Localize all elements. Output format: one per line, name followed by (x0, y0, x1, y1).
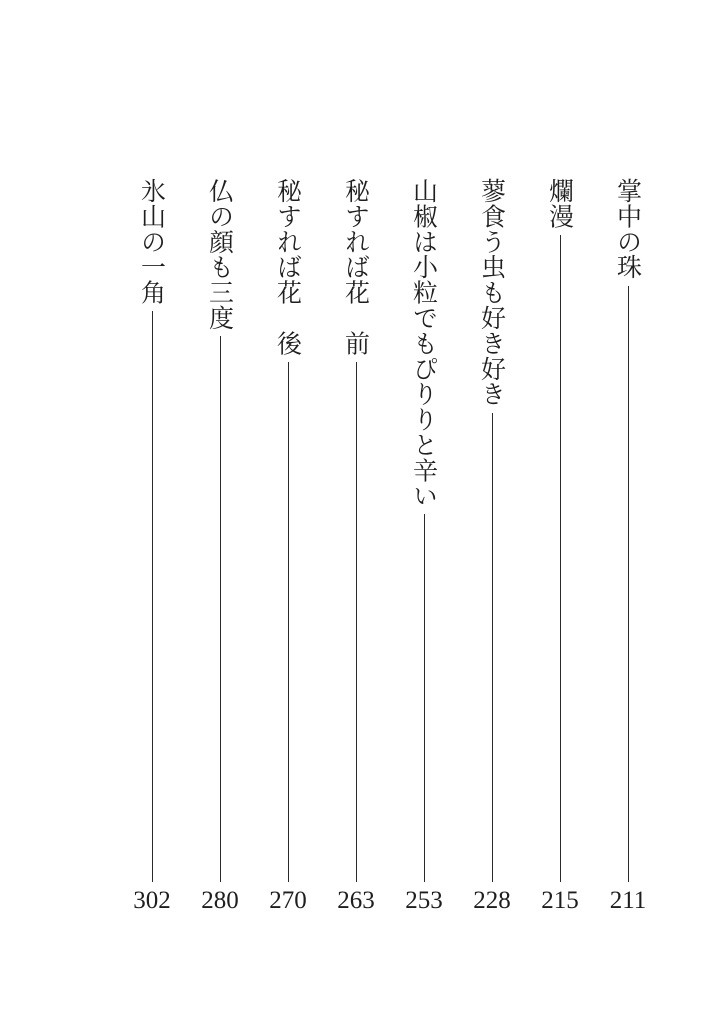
toc-entry (118, 178, 186, 914)
leader-line (560, 235, 561, 882)
leader-line (492, 413, 493, 882)
toc-entry (458, 178, 526, 914)
page-number: 280 (201, 887, 239, 914)
leader-line (288, 362, 289, 882)
toc-entry (390, 178, 458, 914)
page-number: 215 (541, 887, 579, 914)
toc-entry (254, 178, 322, 914)
page-number: 253 (405, 887, 443, 914)
leader-line (356, 362, 357, 882)
leader-line (424, 514, 425, 882)
table-of-contents (118, 178, 662, 914)
entry-title: 氷山の一角 (137, 178, 167, 305)
page-number: 263 (337, 887, 375, 914)
leader-line (220, 336, 221, 882)
entry-title: 掌中の珠 (613, 178, 643, 280)
page-number: 302 (133, 887, 171, 914)
entry-title: 秘すれば花 後 (273, 178, 303, 356)
toc-entry (322, 178, 390, 914)
leader-line (628, 286, 629, 882)
entry-title: 秘すれば花 前 (341, 178, 371, 356)
entry-title: 爛漫 (545, 178, 575, 229)
entry-title: 山椒は小粒でもぴりりと辛い (409, 178, 439, 509)
page-number: 270 (269, 887, 307, 914)
toc-entry (594, 178, 662, 914)
page-number: 211 (609, 887, 647, 914)
leader-line (152, 311, 153, 882)
toc-entry (526, 178, 594, 914)
entry-title: 仏の顔も三度 (205, 178, 235, 331)
entry-title: 蓼食う虫も好き好き (477, 178, 507, 407)
toc-entry (186, 178, 254, 914)
page-number: 228 (473, 887, 511, 914)
